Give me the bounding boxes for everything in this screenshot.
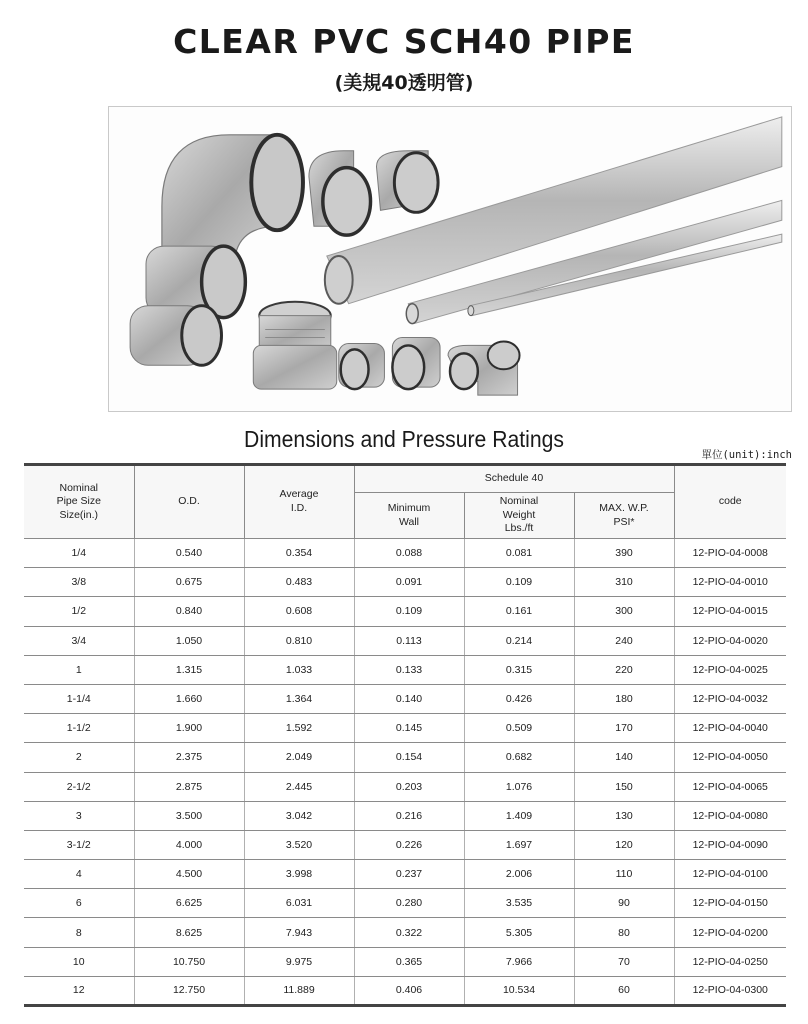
cell-nominal-weight: 0.081 [464,539,574,568]
cell-average-id: 0.354 [244,539,354,568]
cell-code: 12-PIO-04-0020 [674,626,786,655]
table-row [24,947,786,976]
cell-nominal-size: 1 [24,655,134,684]
cell-od: 10.750 [134,947,244,976]
cell-minimum-wall: 0.216 [354,801,464,830]
cell-code: 12-PIO-04-0090 [674,830,786,859]
table-row [24,626,786,655]
header-code [674,465,786,539]
cell-average-id: 7.943 [244,918,354,947]
header-od [134,465,244,539]
header-line: Nominal [59,481,98,494]
cell-od: 0.540 [134,539,244,568]
table-row [24,539,786,568]
cell-code: 12-PIO-04-0050 [674,743,786,772]
cell-minimum-wall: 0.133 [354,655,464,684]
cell-minimum-wall: 0.154 [354,743,464,772]
header-line: Minimum [387,501,431,514]
cell-nominal-weight: 0.509 [464,714,574,743]
cell-od: 2.375 [134,743,244,772]
cell-code: 12-PIO-04-0032 [674,684,786,713]
cell-average-id: 0.810 [244,626,354,655]
table-row [24,743,786,772]
header-average-id [244,465,354,539]
cell-code: 12-PIO-04-0010 [674,568,786,597]
header-line: Schedule 40 [484,472,544,485]
table-row [24,568,786,597]
cell-max-wp: 130 [574,801,674,830]
cell-od: 6.625 [134,889,244,918]
cell-code: 12-PIO-04-0025 [674,655,786,684]
cell-nominal-size: 3-1/2 [24,830,134,859]
header-minimum-wall [354,493,464,539]
header-line: PSI* [613,515,635,528]
cell-nominal-size: 4 [24,860,134,889]
table-row [24,772,786,801]
cell-nominal-weight: 1.697 [464,830,574,859]
cell-nominal-weight: 5.305 [464,918,574,947]
table-row [24,684,786,713]
cell-od: 8.625 [134,918,244,947]
cell-od: 4.000 [134,830,244,859]
header-schedule-40 [354,465,674,493]
header-line: Average [279,488,319,501]
table-row [24,889,786,918]
cell-minimum-wall: 0.365 [354,947,464,976]
cell-max-wp: 120 [574,830,674,859]
header-line: code [718,495,742,508]
header-line: I.D. [290,502,308,514]
header-line: MAX. W.P. [599,501,649,514]
cell-nominal-size: 1/2 [24,597,134,626]
cell-od: 1.050 [134,626,244,655]
cell-nominal-size: 3/4 [24,626,134,655]
cell-max-wp: 170 [574,714,674,743]
cell-nominal-size: 1-1/4 [24,684,134,713]
cell-code: 12-PIO-04-0150 [674,889,786,918]
cell-average-id: 2.445 [244,772,354,801]
cell-average-id: 0.608 [244,597,354,626]
header-max-wp [574,493,674,539]
cell-nominal-weight: 0.426 [464,684,574,713]
cell-minimum-wall: 0.145 [354,714,464,743]
cell-max-wp: 180 [574,684,674,713]
cell-nominal-weight: 2.006 [464,860,574,889]
cell-nominal-weight: 0.109 [464,568,574,597]
cell-average-id: 1.033 [244,655,354,684]
table-row [24,976,786,1005]
cell-average-id: 3.520 [244,830,354,859]
cell-average-id: 1.364 [244,684,354,713]
cell-max-wp: 140 [574,743,674,772]
cell-minimum-wall: 0.226 [354,830,464,859]
cell-max-wp: 150 [574,772,674,801]
table-row [24,714,786,743]
cell-max-wp: 60 [574,976,674,1005]
table-row [24,655,786,684]
cell-minimum-wall: 0.406 [354,976,464,1005]
cell-nominal-size: 1-1/2 [24,714,134,743]
cell-code: 12-PIO-04-0250 [674,947,786,976]
cell-code: 12-PIO-04-0100 [674,860,786,889]
header-line: Size(in.) [59,508,98,521]
cell-max-wp: 90 [574,889,674,918]
cell-code: 12-PIO-04-0008 [674,539,786,568]
cell-max-wp: 70 [574,947,674,976]
pvc-pipes-and-fittings-image [109,107,791,411]
cell-nominal-size: 1/4 [24,539,134,568]
table-row [24,918,786,947]
cell-nominal-size: 10 [24,947,134,976]
cell-nominal-weight: 1.409 [464,801,574,830]
cell-code: 12-PIO-04-0065 [674,772,786,801]
table-body [24,539,786,1006]
cell-average-id: 1.592 [244,714,354,743]
cell-max-wp: 240 [574,626,674,655]
cell-nominal-size: 3/8 [24,568,134,597]
cell-max-wp: 110 [574,860,674,889]
cell-nominal-weight: 0.214 [464,626,574,655]
header-line: Lbs./ft [504,522,534,535]
cell-max-wp: 310 [574,568,674,597]
header-nominal-weight [464,493,574,539]
dimensions-table [24,463,786,1007]
cell-nominal-weight: 3.535 [464,889,574,918]
cell-minimum-wall: 0.113 [354,626,464,655]
cell-average-id: 11.889 [244,976,354,1005]
cell-nominal-weight: 7.966 [464,947,574,976]
cell-max-wp: 80 [574,918,674,947]
cell-average-id: 2.049 [244,743,354,772]
cell-nominal-size: 2-1/2 [24,772,134,801]
cell-nominal-weight: 1.076 [464,772,574,801]
cell-minimum-wall: 0.322 [354,918,464,947]
cell-max-wp: 220 [574,655,674,684]
header-nominal-pipe-size [24,465,134,539]
cell-average-id: 9.975 [244,947,354,976]
cell-nominal-size: 12 [24,976,134,1005]
cell-minimum-wall: 0.088 [354,539,464,568]
cell-nominal-size: 8 [24,918,134,947]
table-row [24,860,786,889]
header-line: Wall [398,515,420,528]
cell-max-wp: 300 [574,597,674,626]
cell-nominal-weight: 0.161 [464,597,574,626]
cell-code: 12-PIO-04-0040 [674,714,786,743]
cell-od: 2.875 [134,772,244,801]
cell-od: 3.500 [134,801,244,830]
unit-note: 單位(unit):inch [701,449,792,461]
header-line: Nominal [499,495,539,508]
cell-code: 12-PIO-04-0200 [674,918,786,947]
cell-od: 12.750 [134,976,244,1005]
cell-od: 4.500 [134,860,244,889]
cell-minimum-wall: 0.237 [354,860,464,889]
cell-average-id: 6.031 [244,889,354,918]
cell-minimum-wall: 0.203 [354,772,464,801]
cell-average-id: 3.042 [244,801,354,830]
cell-average-id: 3.998 [244,860,354,889]
cell-code: 12-PIO-04-0015 [674,597,786,626]
cell-nominal-size: 2 [24,743,134,772]
header-line: Pipe Size [56,495,101,508]
cell-od: 1.900 [134,714,244,743]
cell-max-wp: 390 [574,539,674,568]
cell-nominal-size: 6 [24,889,134,918]
header-line: Weight [502,508,536,521]
cell-code: 12-PIO-04-0080 [674,801,786,830]
table-row [24,830,786,859]
cell-nominal-size: 3 [24,801,134,830]
cell-od: 1.660 [134,684,244,713]
cell-nominal-weight: 10.534 [464,976,574,1005]
cell-code: 12-PIO-04-0300 [674,976,786,1005]
cell-od: 0.675 [134,568,244,597]
cell-minimum-wall: 0.091 [354,568,464,597]
cell-minimum-wall: 0.109 [354,597,464,626]
header-line: O.D. [178,495,200,508]
cell-minimum-wall: 0.280 [354,889,464,918]
table-row [24,597,786,626]
table-row [24,801,786,830]
product-photo [108,106,792,412]
cell-minimum-wall: 0.140 [354,684,464,713]
cell-nominal-weight: 0.682 [464,743,574,772]
section-title: Dimensions and Pressure Ratings [244,426,564,452]
cell-nominal-weight: 0.315 [464,655,574,684]
cell-od: 0.840 [134,597,244,626]
page-title: CLEAR PVC SCH40 PIPE [173,22,635,61]
page-subtitle: (美規40透明管) [334,72,474,94]
cell-od: 1.315 [134,655,244,684]
cell-average-id: 0.483 [244,568,354,597]
